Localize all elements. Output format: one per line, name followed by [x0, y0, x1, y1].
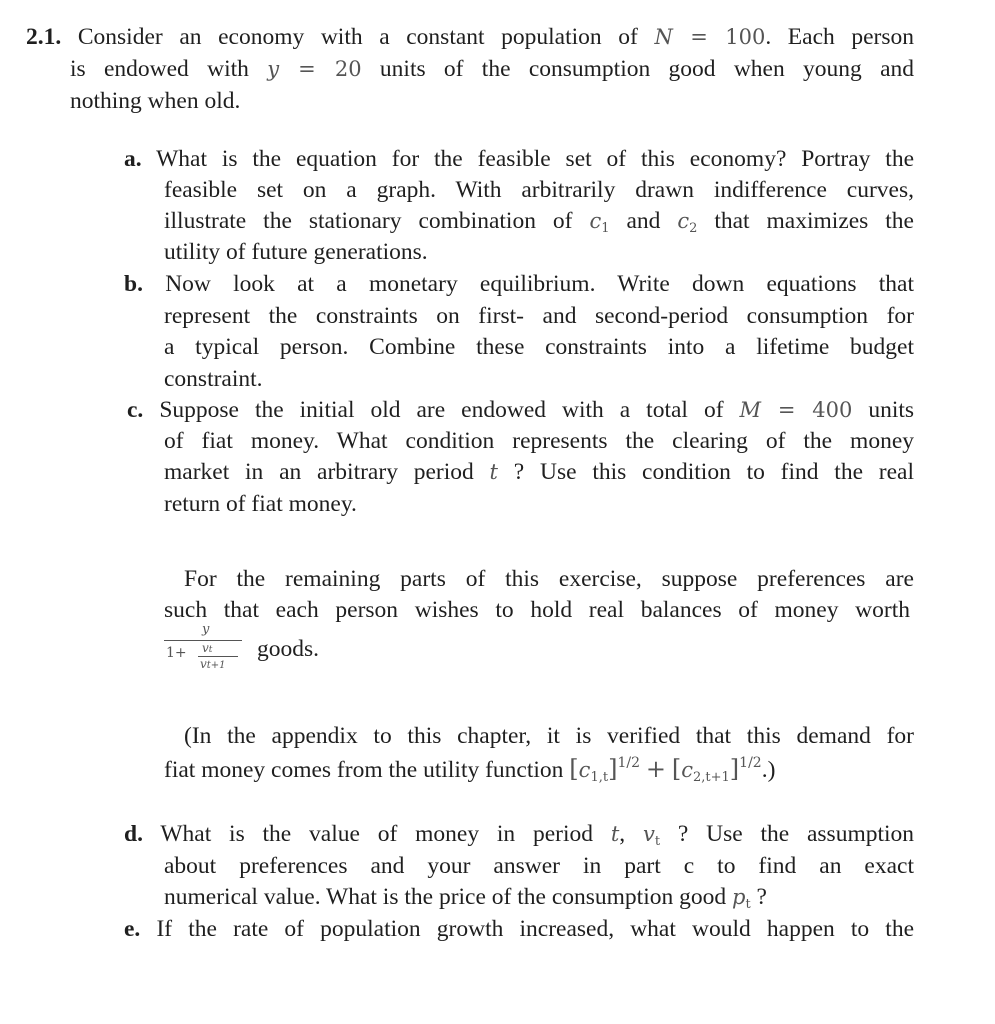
part-c-text-1b: units: [868, 397, 915, 423]
problem-line-2: [70, 58, 914, 82]
remaining-line-3: [257, 638, 357, 662]
intro-text-2a: is endowed with: [70, 56, 249, 82]
part-a-label: a.: [124, 146, 142, 172]
math-c2: c: [677, 209, 690, 233]
part-c-text-3a: market in an arbitrary period: [164, 459, 474, 485]
part-c-line-2: [164, 430, 914, 454]
remaining-line-1: [184, 568, 914, 592]
part-b-line-2: [164, 305, 914, 329]
intro-text-3: nothing when old.: [70, 88, 241, 114]
problem-number: 2.1.: [26, 24, 62, 50]
appendix-text-1: (In the appendix to this chapter, it is verified that this demand for: [184, 723, 914, 749]
part-d-text-2: about preferences and your answer in part c to find an exact: [164, 853, 914, 879]
intro-text-2b: units of the consumption good when young and: [379, 56, 915, 82]
problem-line-3: [70, 90, 914, 114]
part-d-text-1b: ? Use the assumption: [677, 821, 915, 847]
math-pt: p: [731, 885, 746, 909]
math-t-d: t: [610, 822, 620, 846]
real-balance-fraction: [164, 620, 254, 674]
part-c-text-1a: Suppose the initial old are endowed with a total of: [159, 397, 724, 423]
part-e-line-1: [124, 918, 914, 942]
part-e-text-1: If the rate of population growth increased, what would happen to the: [156, 916, 915, 942]
part-b-line-1: [124, 273, 914, 297]
remaining-text-2: such that each person wishes to hold real balances of money worth: [164, 597, 910, 623]
part-d-line-3: numerical value. What is the price of the consumption good $p_t$ ?: [164, 884, 767, 912]
remaining-text-1: For the remaining parts of this exercise, suppose preferences are: [184, 566, 914, 592]
math-c1-sub: 1: [601, 221, 610, 236]
part-a-text-2: feasible set on a graph. With arbitrarily drawn indifference curves,: [164, 177, 914, 203]
part-b-text-3: a typical person. Combine these constraints into a lifetime budget: [164, 334, 914, 360]
part-a-line-3: [164, 210, 914, 235]
appendix-line-2: [164, 756, 904, 784]
part-b-text-2: represent the constraints on first- and second-period consumption for: [164, 303, 914, 329]
part-b-text-1: Now look at a monetary equilibrium. Write down equations that: [165, 271, 914, 297]
part-d-line-2: [164, 855, 914, 879]
part-a-line-4: [164, 241, 914, 265]
part-d-text-3b: ?: [756, 884, 767, 910]
part-c-text-4: return of fiat money.: [164, 491, 357, 517]
part-a-text-4: utility of future generations.: [164, 239, 428, 265]
frac-numerator-y: y: [202, 622, 210, 637]
remaining-line-2: [164, 599, 910, 623]
part-d-label: d.: [124, 821, 143, 847]
part-a-text-3b: that maximizes the: [714, 208, 914, 234]
part-b-label: b.: [124, 271, 143, 297]
part-c-text-2: of fiat money. What condition represents the clearing of the money: [164, 428, 914, 454]
frac-one-plus: 1+: [166, 645, 187, 661]
part-a-line-2: [164, 179, 914, 203]
intro-text-1a: Consider an economy with a constant population of: [77, 24, 638, 50]
appendix-close: .): [761, 757, 776, 783]
part-a-text-1: What is the equation for the feasible set of this economy? Portray the: [156, 146, 915, 172]
math-N-eq: = 100: [672, 25, 766, 49]
part-c-line-4: [164, 493, 914, 517]
part-c-text-3b: ? Use this condition to find the real: [513, 459, 914, 485]
math-M-eq: = 400: [761, 398, 853, 422]
math-vt: v: [642, 822, 655, 846]
math-y-eq: = 20: [279, 57, 362, 81]
part-d-text-3a: numerical value. What is the price of the consumption good: [164, 884, 727, 910]
part-b-text-4: constraint.: [164, 366, 263, 392]
part-c-line-1: [127, 399, 914, 423]
appendix-text-2a: fiat money comes from the utility function: [164, 757, 564, 783]
math-N: N: [654, 25, 673, 49]
problem-line-1: [26, 26, 914, 50]
math-M: M: [739, 398, 762, 422]
part-d-line-1: d. What is the value of money in period t, $v_t$ ? Use the assumption: [124, 821, 915, 849]
math-t: t: [489, 460, 498, 484]
part-b-line-3: [164, 336, 914, 360]
math-c1: c: [589, 209, 602, 233]
part-a-text-3a: illustrate the stationary combination of: [164, 208, 573, 234]
math-c2-sub: 2: [689, 221, 698, 236]
frac-inner-den: vt+1: [200, 657, 226, 671]
part-d-text-1a: What is the value of money in period: [160, 821, 593, 847]
part-c-label: c.: [127, 397, 144, 423]
remaining-text-3: goods.: [257, 636, 320, 662]
part-b-line-4: [164, 368, 914, 392]
math-y: y: [267, 57, 280, 81]
appendix-line-1: [184, 725, 914, 749]
frac-inner-num: vt: [202, 641, 213, 655]
part-e-label: e.: [124, 916, 141, 942]
part-a-line-1: [124, 148, 914, 172]
part-a-and: and: [626, 208, 661, 234]
utility-function: $[c_{1,t}]^{1/2} + [c_{2,t+1}]^{1/2}$: [569, 755, 762, 785]
part-c-line-3: [164, 461, 914, 485]
intro-text-1b: . Each person: [765, 24, 915, 50]
